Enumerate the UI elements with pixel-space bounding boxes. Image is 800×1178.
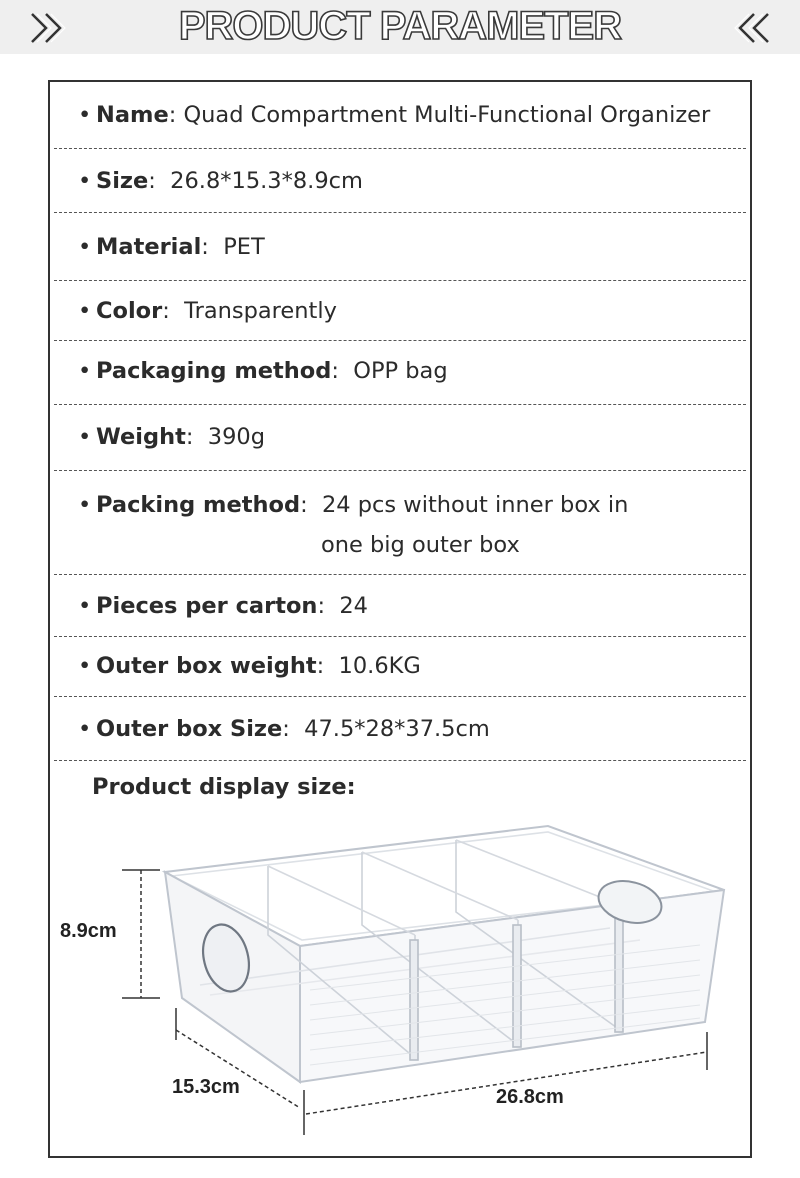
param-label: Weight xyxy=(96,424,186,450)
param-label: Material xyxy=(96,234,202,260)
param-value: 26.8*15.3*8.9cm xyxy=(170,168,363,194)
bullet-icon: • xyxy=(78,298,92,324)
param-row-packaging-method: • Packaging method: OPP bag xyxy=(54,340,746,405)
param-label: Outer box weight xyxy=(96,653,317,679)
bullet-icon: • xyxy=(78,593,92,619)
param-value: 10.6KG xyxy=(338,653,421,679)
param-row-pieces-per-carton: • Pieces per carton: 24 xyxy=(54,574,746,637)
param-label: Name xyxy=(96,102,169,128)
bullet-icon: • xyxy=(78,424,92,450)
param-label: Outer box Size xyxy=(96,716,283,742)
param-row-weight: • Weight: 390g xyxy=(54,404,746,471)
param-value: 24 pcs without inner box in xyxy=(321,492,629,518)
param-value: 390g xyxy=(207,424,265,450)
param-row-outer-box-weight: • Outer box weight: 10.6KG xyxy=(54,636,746,697)
bullet-icon: • xyxy=(78,492,92,518)
param-label: Color xyxy=(96,298,163,324)
param-label: Packaging method xyxy=(96,358,332,384)
param-label: Pieces per carton xyxy=(96,593,318,619)
bullet-icon: • xyxy=(78,102,92,128)
param-value: PET xyxy=(223,234,265,260)
height-dimension-label: 8.9cm xyxy=(60,920,117,942)
param-row-material: • Material: PET xyxy=(54,212,746,281)
param-value-line2: one big outer box xyxy=(321,532,520,558)
param-value: Transparently xyxy=(184,298,337,324)
bullet-icon: • xyxy=(78,168,92,194)
param-label: Size xyxy=(96,168,149,194)
param-label: Packing method xyxy=(96,492,301,518)
bullet-icon: • xyxy=(78,358,92,384)
bullet-icon: • xyxy=(78,653,92,679)
param-row-name: • Name: Quad Compartment Multi-Functional Organizer xyxy=(54,82,746,149)
param-value: OPP bag xyxy=(353,358,448,384)
param-row-packing-method: • Packing method: 24 pcs without inner box in one big outer box xyxy=(54,470,746,575)
width-dimension-label: 15.3cm xyxy=(172,1076,240,1098)
bullet-icon: • xyxy=(78,234,92,260)
display-size-title: Product display size: xyxy=(92,774,356,800)
param-value: Quad Compartment Multi-Functional Organizer xyxy=(183,102,711,128)
param-value: 47.5*28*37.5cm xyxy=(304,716,490,742)
param-row-outer-box-size: • Outer box Size: 47.5*28*37.5cm xyxy=(54,696,746,761)
page-title: PRODUCT PARAMETER xyxy=(178,4,622,48)
bullet-icon: • xyxy=(78,716,92,742)
param-value: 24 xyxy=(339,593,368,619)
length-dimension-label: 26.8cm xyxy=(496,1086,564,1108)
param-row-color: • Color: Transparently xyxy=(54,280,746,341)
param-row-size: • Size: 26.8*15.3*8.9cm xyxy=(54,148,746,213)
